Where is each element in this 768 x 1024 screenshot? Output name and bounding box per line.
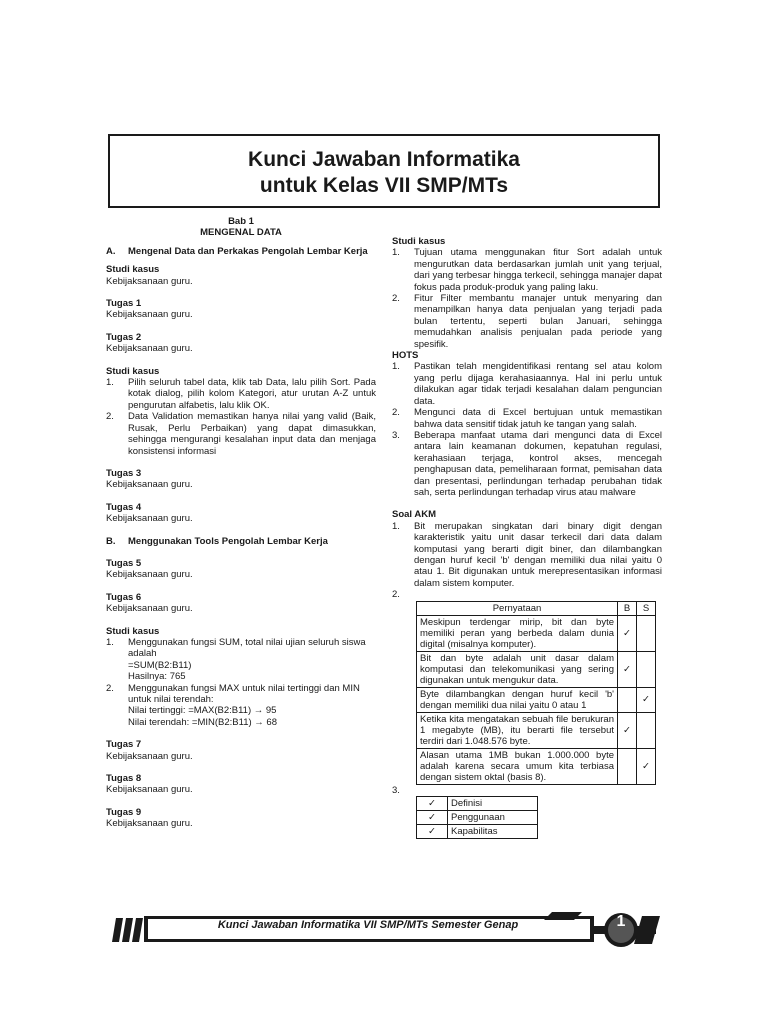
hots-title: HOTS: [392, 350, 419, 362]
list-number: 3.: [392, 429, 400, 441]
studi-kasus-right-title: Studi kasus: [392, 236, 446, 247]
label-cell: Definisi: [448, 797, 538, 811]
left-column: [106, 216, 376, 830]
tugas-2-title: Tugas 2: [106, 331, 142, 343]
list-text: Menggunakan fungsi SUM, total nilai ujian seluruh siswa adalah: [128, 636, 366, 660]
list-item: [392, 293, 662, 350]
list-item: [106, 411, 376, 457]
section-a-title: Mengenal Data dan Perkakas Pengolah Lembar Kerja: [128, 245, 368, 257]
tugas-7-title: Tugas 7: [106, 739, 142, 751]
right-column: [392, 236, 662, 839]
tugas-9-title: Tugas 9: [106, 806, 142, 818]
sum-formula: =SUM(B2:B11): [128, 659, 192, 671]
page-footer: [112, 908, 660, 958]
studi-kasus-3-title: Studi kasus: [106, 625, 160, 637]
page-number: 1: [616, 913, 626, 930]
tugas-7-text: Kebijaksanaan guru.: [106, 750, 193, 762]
table-row: [417, 748, 656, 784]
list-number: 1.: [106, 377, 114, 389]
list-text: Pastikan telah mengidentifikasi rentang sel atau kolom yang perlu dijaga kerahasiaannya. Hal ini perlu untuk dilakukan agar tidak terjadi kesalahan dalam penguncian data.: [414, 361, 662, 407]
table-row: [417, 797, 538, 811]
list-number: 1.: [392, 361, 400, 373]
list-text: Fitur Filter membantu manajer untuk menyaring dan menampilkan hanya data penjualan yang terjadi pada bulan tertentu, seperti bulan Januari, sehingga memudahkan analisis penjualan pada periode yang spesifik.: [414, 293, 662, 350]
section-b-heading: [106, 536, 376, 547]
list-item: [392, 521, 662, 589]
list-text: Menggunakan fungsi MAX untuk nilai tertinggi dan MIN untuk nilai terendah:: [128, 682, 360, 705]
studi-kasus-1-text: Kebijaksanaan guru.: [106, 275, 193, 287]
table-row: [417, 687, 656, 712]
list-number: 2.: [392, 293, 400, 305]
tugas-3-title: Tugas 3: [106, 467, 142, 479]
title-box: [108, 134, 660, 208]
studi-kasus-1-title: Studi kasus: [106, 264, 160, 276]
check-b-cell: [618, 687, 637, 712]
footer-title: Kunci Jawaban Informatika VII SMP/MTs Semester Genap: [217, 919, 519, 931]
section-a-heading: [106, 246, 376, 257]
table-row: [417, 615, 656, 651]
akm-2-number: 2.: [392, 589, 400, 601]
soal-akm-title: Soal AKM: [392, 509, 436, 521]
title-line2: untuk Kelas VII SMP/MTs: [259, 174, 509, 197]
list-text: Tujuan utama menggunakan fitur Sort adalah untuk mengurutkan data berdasarkan jumlah unit yang terjual, dari yang terbesar hingga terkecil, sehingga manajer dapat fokus pada produk-produk yang paling laku.: [414, 247, 662, 293]
check-cell: ✓: [417, 797, 448, 811]
chapter-title: MENGENAL DATA: [200, 227, 282, 239]
akm-3-number: 3.: [392, 784, 400, 796]
footer-banner-graphic: [112, 908, 660, 958]
tugas-4-title: Tugas 4: [106, 501, 142, 513]
tugas-1-title: Tugas 1: [106, 298, 142, 310]
header-statement: Pernyataan: [417, 601, 618, 615]
tugas-2-text: Kebijaksanaan guru.: [106, 343, 193, 355]
section-b-title: Menggunakan Tools Pengolah Lembar Kerja: [128, 535, 328, 547]
list-item: [106, 683, 376, 706]
tugas-9-text: Kebijaksanaan guru.: [106, 818, 193, 830]
table-row: [417, 811, 538, 825]
statement-cell: Alasan utama 1MB bukan 1.000.000 byte adalah karena secara umum kita terbiasa dengan sistem oktal (basis 8).: [417, 748, 618, 784]
tugas-5-title: Tugas 5: [106, 557, 142, 569]
check-b-cell: ✓: [618, 651, 637, 687]
label-cell: Kapabilitas: [448, 825, 538, 839]
tugas-5-text: Kebijaksanaan guru.: [106, 569, 193, 581]
list-item: [106, 377, 376, 411]
statement-cell: Ketika kita mengatakan sebuah file berukuran 1 megabyte (MB), itu berarti file tersebut terdiri dari 1.048.576 byte.: [417, 712, 618, 748]
tugas-3-text: Kebijaksanaan guru.: [106, 479, 193, 491]
statement-cell: Bit dan byte adalah unit dasar dalam komputasi dan telekomunikasi yang sering digunakan untuk mengukur data.: [417, 651, 618, 687]
check-b-cell: ✓: [618, 712, 637, 748]
tugas-1-text: Kebijaksanaan guru.: [106, 309, 193, 321]
list-item: [392, 361, 662, 407]
list-number: 2.: [106, 682, 114, 694]
section-b-number: B.: [106, 535, 116, 547]
list-number: 2.: [392, 407, 400, 419]
list-text: Mengunci data di Excel bertujuan untuk memastikan bahwa data sensitif tidak jatuh ke tangan yang salah.: [414, 407, 662, 430]
table-row: [417, 651, 656, 687]
table-header-row: [417, 601, 656, 615]
check-b-cell: ✓: [618, 615, 637, 651]
tugas-8-text: Kebijaksanaan guru.: [106, 784, 193, 796]
title-line1: Kunci Jawaban Informatika: [248, 148, 520, 171]
list-item: [392, 430, 662, 498]
statement-cell: Byte dilambangkan dengan huruf kecil 'b' dengan memiliki dua nilai yaitu 0 atau 1: [417, 687, 618, 712]
list-text: Data Validation memastikan hanya nilai yang valid (Baik, Rusak, Perlu Perbaikan) yang dapat dimasukkan, sehingga mengurangi kesalahan input data dan menjaga konsistensi informasi: [128, 411, 376, 457]
tugas-8-title: Tugas 8: [106, 773, 142, 785]
check-s-cell: [637, 615, 656, 651]
studi-kasus-2-title: Studi kasus: [106, 365, 160, 377]
list-item: [392, 247, 662, 293]
list-number: 1.: [392, 520, 400, 532]
header-b: B: [618, 601, 637, 615]
min-formula: Nilai terendah: =MIN(B2:B11) → 68: [128, 716, 277, 728]
check-cell: ✓: [417, 825, 448, 839]
sum-result: Hasilnya: 765: [128, 671, 186, 683]
table-row: [417, 712, 656, 748]
list-item: [392, 407, 662, 430]
tugas-6-text: Kebijaksanaan guru.: [106, 603, 193, 615]
chapter-number: Bab 1: [228, 216, 254, 227]
list-number: 1.: [106, 636, 114, 648]
max-formula: Nilai tertinggi: =MAX(B2:B11) → 95: [128, 705, 277, 717]
check-b-cell: [618, 748, 637, 784]
statement-cell: Meskipun terdengar mirip, bit dan byte memiliki peran yang berbeda dalam dunia digital (misalnya komputer).: [417, 615, 618, 651]
section-a-number: A.: [106, 245, 116, 257]
header-s: S: [637, 601, 656, 615]
list-text: Pilih seluruh tabel data, klik tab Data, lalu pilih Sort. Pada kotak dialog, pilih kolom Kategori, atur urutan A-Z untuk pengurutan alfabetis, lalu klik OK.: [128, 377, 376, 411]
list-item: [106, 637, 376, 660]
label-cell: Penggunaan: [448, 811, 538, 825]
list-text: Bit merupakan singkatan dari binary digit dengan karakteristik yaitu unit dasar terkecil dari data dalam komputasi yang berarti digit biner, dan dilambangkan dengan huruf kecil 'b' dengan memiliki dua nilai yaitu 0 atau 1. Bit digunakan untuk merepresentasikan informasi dalam sistem komputer.: [414, 520, 662, 589]
capability-table: [416, 796, 538, 839]
list-number: 1.: [392, 247, 400, 259]
check-s-cell: [637, 651, 656, 687]
list-number: 2.: [106, 411, 114, 423]
check-s-cell: [637, 712, 656, 748]
tugas-6-title: Tugas 6: [106, 591, 142, 603]
tugas-4-text: Kebijaksanaan guru.: [106, 513, 193, 525]
check-cell: ✓: [417, 811, 448, 825]
list-text: Beberapa manfaat utama dari mengunci data di Excel antara lain keamanan dokumen, kepatuhan regulasi, kerahasiaan terjaga, kontrol akses, mencegah penghapusan data, pemeliharaan format, pemisahan data dan presentasi, perlindungan terhadap perubahan tidak sah, serta perlindungan terhadap virus atau malware: [414, 429, 662, 498]
statement-table: [416, 601, 656, 785]
check-s-cell: ✓: [637, 687, 656, 712]
table-row: [417, 825, 538, 839]
check-s-cell: ✓: [637, 748, 656, 784]
